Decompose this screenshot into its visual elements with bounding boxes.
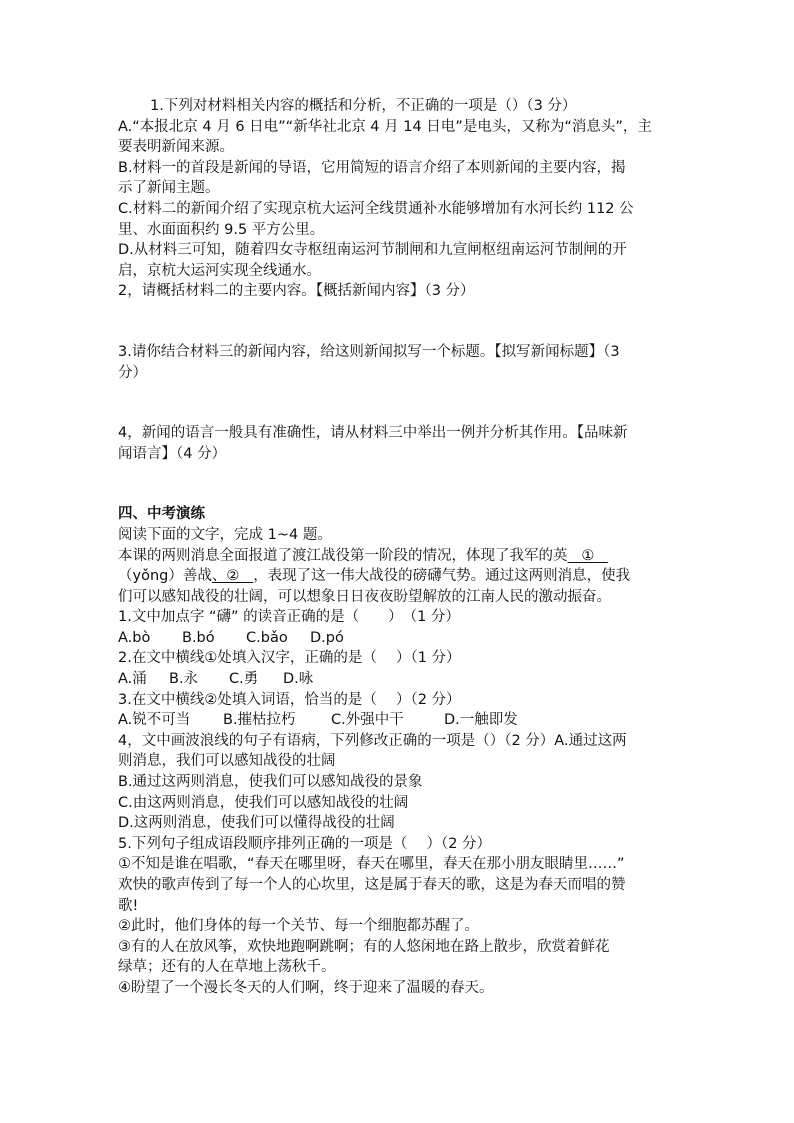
document-page	[118, 96, 678, 999]
stem-text: 处填入汉字，正确的是（ ）（1 分）	[217, 650, 461, 667]
circled-number: ④	[118, 979, 131, 996]
option-b: B.永	[169, 671, 199, 688]
exam-q5-stem: 5.下列句子组成语段顺序排列正确的一项是（ ）（2 分）	[118, 835, 492, 852]
option-b: B.bó	[182, 629, 215, 646]
stem-text: 3.在文中横线	[118, 691, 205, 708]
sentence-4	[118, 978, 678, 999]
option-d: D.一触即发	[444, 712, 518, 729]
exam-q3-options	[118, 710, 678, 731]
q1-option-a-cont: 要表明新闻来源。	[118, 139, 234, 156]
sentence-3-cont: 绿草；还有的人在草地上荡秋千。	[118, 959, 336, 976]
sentence-3	[118, 937, 678, 958]
q4-stem-cont: 闻语言】（4 分）	[118, 445, 227, 462]
exam-q2-stem	[118, 648, 678, 669]
exam-q4-option-a-cont: 则消息，我们可以感知战役的壮阔	[118, 753, 336, 770]
option-c: C.bǎo	[246, 629, 288, 646]
q1-option-c: C.材料二的新闻介绍了实现京杭大运河全线贯通补水能够增加有水河长约 112 公	[118, 200, 634, 217]
exam-q3-stem	[118, 690, 678, 711]
q1-option-b: B.材料一的首段是新闻的导语，它用简短的语言介绍了本则新闻的主要内容，揭	[118, 159, 626, 176]
section-heading: 四、中考演练	[118, 506, 205, 523]
q3-stem: 3.请你结合材料三的新闻内容，给这则新闻拟写一个标题。【拟写新闻标题】（3	[118, 343, 620, 360]
passage-line-3	[118, 587, 678, 608]
q1-option-c-cont: 里、水面面积约 9.5 平方公里。	[118, 221, 325, 238]
exam-q1-stem: 1.文中加点字 “礴” 的读音正确的是（ ） （1 分）	[118, 609, 460, 626]
passage-text: 本课的两则消息全面报道了渡江战役第一阶段的情况，体现了我军的英	[118, 547, 568, 564]
circled-number: ③	[118, 938, 131, 955]
q3-stem-cont: 分）	[118, 364, 147, 381]
passage-text: ，可以想象日日夜夜盼望解放的江南人民的激动振奋。	[263, 588, 611, 605]
sentence-1-cont: 歌!	[118, 897, 139, 914]
stem-text: 2.在文中横线	[118, 650, 205, 667]
option-a: A.bò	[118, 629, 151, 646]
sentence-1	[118, 854, 678, 875]
passage-line-1	[118, 546, 678, 567]
exam-q4-option-c: C.由这两则消息，使我们可以感知战役的壮阔	[118, 794, 409, 811]
exam-q1-options	[118, 628, 678, 649]
blank-2: 、②	[211, 568, 254, 585]
option-c: C.外强中干	[331, 712, 404, 729]
option-c: C.勇	[229, 671, 259, 688]
sentence-text: 有的人在放风筝，欢快地跑啊跳啊；有的人悠闲地在路上散步，欣赏着鲜花	[131, 938, 610, 955]
section-gap	[118, 464, 678, 484]
q2-stem: 2，请概括材料二的主要内容。【概括新闻内容】（3 分）	[118, 283, 475, 300]
section-gap	[118, 484, 678, 504]
q1-stem: 1.下列对材料相关内容的概括和分析，不正确的一项是（）（3 分）	[150, 98, 577, 114]
circled-number: ②	[118, 918, 131, 935]
sentence-1-cont: 欢快的歌声传到了每一个人的心坎里，这是属于春天的歌，这是为春天而唱的赞	[118, 877, 626, 893]
exam-q4-option-b: B.通过这两则消息，使我们可以感知战役的景象	[118, 774, 423, 791]
option-a: A.锐不可当	[118, 712, 191, 729]
wavy-sentence: 们可以感知战役的壮阔	[118, 588, 263, 605]
answer-space	[118, 302, 678, 342]
q1-option-a: A.“本报北京 4 月 6 日电”“新华社北京 4 月 14 日电”是电头，又称为“消息头”，主	[118, 118, 652, 135]
circled-number: ①	[118, 856, 131, 873]
option-b: B.摧枯拉朽	[223, 712, 296, 729]
sentence-text: 盼望了一个漫长冬天的人们啊，终于迎来了温暖的春天。	[131, 979, 494, 996]
reading-instruction: 阅读下面的文字，完成 1~4 题。	[118, 526, 332, 543]
q1-option-d-cont: 启，京杭大运河实现全线通水。	[118, 262, 321, 279]
exam-q4-option-d: D.这两则消息，使我们可以懂得战役的壮阔	[118, 815, 395, 832]
option-a: A.涌	[118, 671, 147, 688]
stem-text: 处填入词语，恰当的是（ ）（2 分）	[217, 691, 461, 708]
pinyin-hint: （yǒng）善战	[118, 568, 212, 585]
sentence-text: 此时，他们身体的每一个关节、每一个细胞都苏醒了。	[131, 918, 479, 935]
q1-option-d: D.从材料三可知，随着四女寺枢纽南运河节制闸和九宣闸枢纽南运河节制闸的开	[118, 242, 627, 259]
answer-space	[118, 383, 678, 423]
q1-option-b-cont: 示了新闻主题。	[118, 180, 220, 197]
passage-text: ，表现了这一伟大战役的磅礴气势。通过这两则消息，使我	[253, 568, 631, 585]
exam-q2-options	[118, 669, 678, 690]
circled-number: ②	[204, 691, 218, 708]
exam-q4-stem: 4，文中画波浪线的句子有语病，下列修改正确的一项是（）（2 分）A.通过这两	[118, 732, 627, 749]
circled-number: ①	[204, 650, 218, 667]
passage-line-2	[118, 566, 678, 587]
option-d: D.pó	[310, 629, 344, 646]
q4-stem: 4，新闻的语言一般具有准确性，请从材料三中举出一例并分析其作用。【品味新	[118, 425, 628, 442]
blank-1: ①	[567, 547, 609, 564]
option-d: D.咏	[283, 671, 314, 688]
sentence-text: 不知是谁在唱歌，“春天在哪里呀，春天在哪里，春天在那小朋友眼睛里……”	[131, 856, 625, 873]
sentence-2	[118, 916, 678, 937]
